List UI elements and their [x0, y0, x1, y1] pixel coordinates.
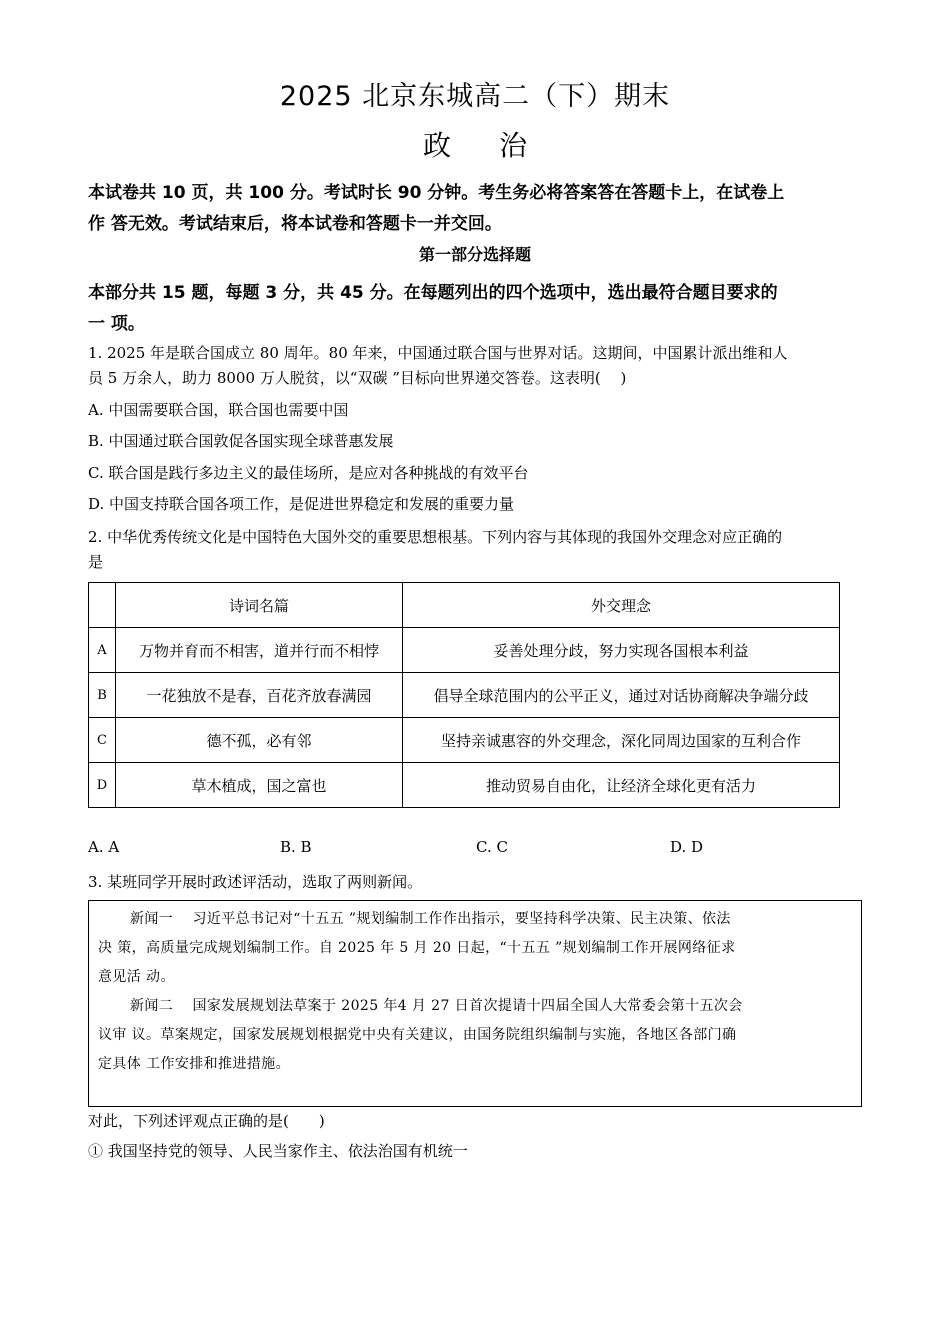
table-row	[89, 673, 840, 718]
table-cell-idea: 妥善处理分歧，努力实现各国根本利益	[403, 628, 840, 673]
question-2-stem	[88, 525, 868, 575]
poem-diplomacy-table	[88, 582, 840, 808]
news2-line-1: 新闻二 国家发展规划法草案于 2025 年4 月 27 日首次提请十四届全国人大常委会第十五次会	[130, 998, 743, 1014]
table-header-key	[89, 583, 116, 628]
q2-stem-line-1: 2. 中华优秀传统文化是中国特色大国外交的重要思想根基。下列内容与其体现的我国外交理念对应正确的	[88, 528, 783, 546]
section-description	[88, 278, 863, 340]
question-1-stem	[88, 341, 868, 391]
table-header-poem: 诗词名篇	[116, 583, 403, 628]
news1-line-1: 新闻一 习近平总书记对“十五五 ”规划编制工作作出指示，要坚持科学决策、民主决策、依法	[130, 911, 731, 927]
q1-option-b: B. 中国通过联合国敦促各国实现全球普惠发展	[88, 432, 394, 450]
exam-instructions	[88, 178, 863, 240]
table-row	[89, 628, 840, 673]
news-item-2	[98, 992, 854, 1079]
section-desc-line-2: 一 项。	[88, 314, 145, 334]
news-item-1	[98, 905, 854, 992]
news1-line-3: 意见活 动。	[98, 969, 175, 985]
q1-option-c: C. 联合国是践行多边主义的最佳场所，是应对各种挑战的有效平台	[88, 464, 529, 482]
table-cell-key: A	[89, 628, 116, 673]
instructions-line-2: 作 答无效。考试结束后，将本试卷和答题卡一并交回。	[88, 214, 502, 234]
news1-line-2: 决 策，高质量完成规划编制工作。自 2025 年 5 月 20 日起，“十五五 ”规划编制工作开展网络征求	[98, 940, 736, 956]
q2-stem-line-2: 是	[88, 553, 104, 571]
table-cell-poem: 一花独放不是春，百花齐放春满园	[116, 673, 403, 718]
table-cell-key: C	[89, 718, 116, 763]
instructions-line-1: 本试卷共 10 页，共 100 分。考试时长 90 分钟。考生务必将答案答在答题卡上，在试卷上	[88, 183, 785, 203]
q3-statement-1: ① 我国坚持党的领导、人民当家作主、依法治国有机统一	[88, 1142, 468, 1160]
q1-option-a: A. 中国需要联合国，联合国也需要中国	[88, 401, 349, 419]
table-cell-poem: 草木植成，国之富也	[116, 763, 403, 808]
news2-line-2: 议审 议。草案规定，国家发展规划根据党中央有关建议，由国务院组织编制与实施，各地区各部门确	[98, 1027, 737, 1043]
q1-option-d: D. 中国支持联合国各项工作，是促进世界稳定和发展的重要力量	[88, 495, 515, 513]
section-heading: 第一部分选择题	[418, 245, 531, 264]
q2-answer-a: A. A	[88, 838, 120, 856]
table-row	[89, 763, 840, 808]
exam-subject: 政治	[422, 129, 575, 162]
q2-answer-c: C. C	[476, 838, 508, 856]
q1-stem-line-1: 1. 2025 年是联合国成立 80 周年。80 年来，中国通过联合国与世界对话。这期间，中国累计派出维和人	[88, 344, 788, 362]
exam-title: 2025 北京东城高二（下）期末	[279, 81, 671, 112]
table-row	[89, 718, 840, 763]
q2-answer-b: B. B	[280, 838, 312, 856]
table-cell-poem: 万物并育而不相害，道并行而不相悖	[116, 628, 403, 673]
q1-stem-line-2: 员 5 万余人，助力 8000 万人脱贫，以“双碳 ”目标向世界递交答卷。这表明( )	[88, 369, 627, 387]
table-header-row	[89, 583, 840, 628]
news2-line-3: 定具体 工作安排和推进措施。	[98, 1056, 291, 1072]
section-desc-line-1: 本部分共 15 题，每题 3 分，共 45 分。在每题列出的四个选项中，选出最符合题目要求的	[88, 283, 778, 303]
q2-answer-d: D. D	[670, 838, 704, 856]
question-3-stem: 3. 某班同学开展时政述评活动，选取了两则新闻。	[88, 873, 423, 891]
table-cell-idea: 倡导全球范围内的公平正义，通过对话协商解决争端分歧	[403, 673, 840, 718]
table-cell-key: D	[89, 763, 116, 808]
table-cell-idea: 推动贸易自由化，让经济全球化更有活力	[403, 763, 840, 808]
table-cell-key: B	[89, 673, 116, 718]
table-cell-poem: 德不孤，必有邻	[116, 718, 403, 763]
table-header-idea: 外交理念	[403, 583, 840, 628]
table-cell-idea: 坚持亲诚惠容的外交理念，深化同周边国家的互利合作	[403, 718, 840, 763]
q3-evaluation-prompt: 对此，下列述评观点正确的是( )	[88, 1112, 325, 1130]
